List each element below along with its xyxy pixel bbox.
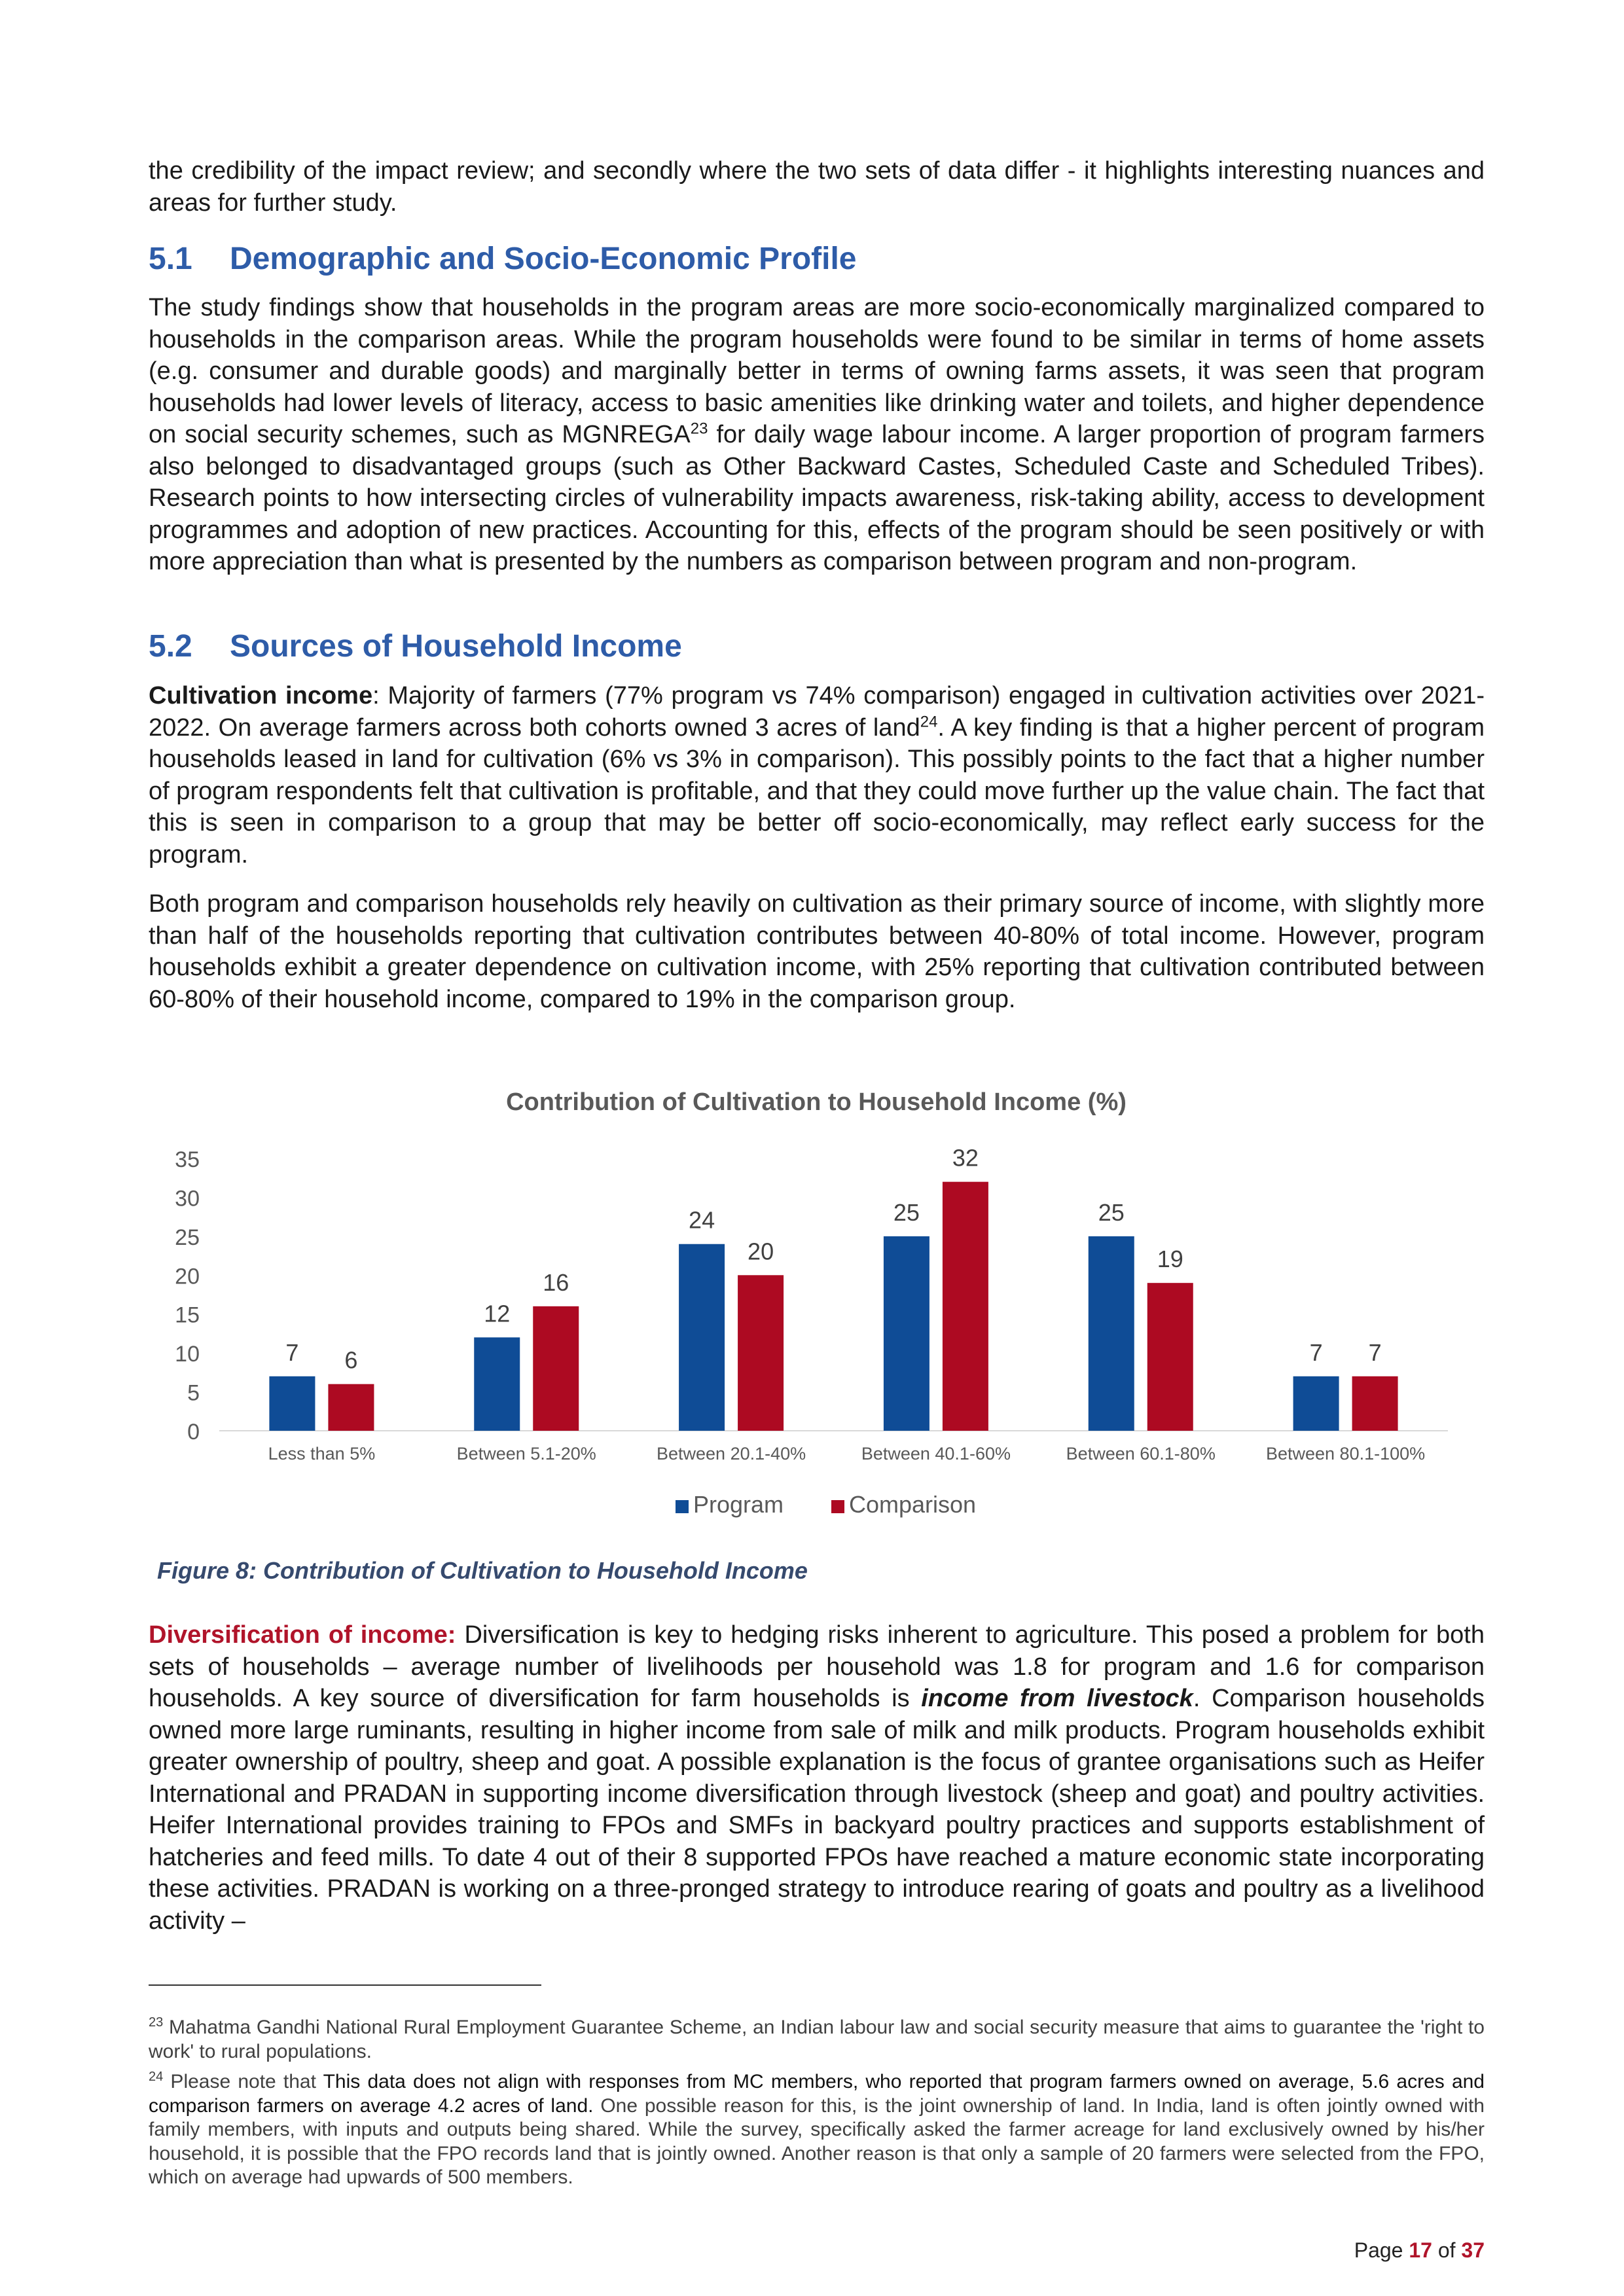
- data-label: 32: [952, 1144, 979, 1172]
- data-label: 25: [1098, 1198, 1125, 1226]
- data-label: 20: [748, 1238, 774, 1265]
- data-label: 7: [1309, 1338, 1323, 1366]
- emphasis-text: income from livestock: [921, 1685, 1193, 1712]
- footnote-text-emphasis: This data does not align with responses from MC members, who reported that program farmers owned on average, 5.6 acres and comparison farmers on average 4.2 acres of land.: [149, 2071, 1485, 2117]
- bar-program: [679, 1244, 725, 1431]
- chart-title: Contribution of Cultivation to Household Income (%): [506, 1088, 1127, 1116]
- data-label: 25: [893, 1198, 920, 1226]
- bar-comparison: [1352, 1376, 1398, 1431]
- section-title: Sources of Household Income: [230, 629, 682, 664]
- y-tick-label: 35: [175, 1147, 200, 1172]
- cultivation-income-chart: [149, 1073, 1485, 1525]
- footnote-23: [149, 2016, 1485, 2064]
- x-tick-label: Between 20.1-40%: [657, 1444, 806, 1463]
- footnote-ref-24[interactable]: 24: [920, 712, 938, 730]
- data-label: 7: [285, 1338, 299, 1366]
- footnote-separator: [149, 1984, 541, 1986]
- section-heading-5-2: [149, 627, 682, 666]
- bar-program: [884, 1236, 929, 1431]
- y-tick-label: 0: [187, 1420, 200, 1444]
- x-tick-label: Between 80.1-100%: [1265, 1444, 1426, 1463]
- income-dependence-paragraph: Both program and comparison households rely heavily on cultivation as their primary source of income, with slightly more than half of the households reporting that cultivation contributes between 40-80% of total income. However, program households exhibit a greater dependence on cultivation income, with 25% reporting that cultivation contributed between 60-80% of their household income, compared to 19% in the comparison group.: [149, 890, 1485, 1013]
- paragraph-text: The study findings show that households in the program areas are more socio-economically marginalized compared to households in the comparison areas. While the program households were found to be similar in terms of home assets (e.g. consumer and durable goods) and marginally better in terms of owning farms assets, it was seen that program households had lower levels of literacy, access to basic amenities like drinking water and toilets, and higher dependence on social security schemes, such as MGNREGA: [149, 294, 1485, 448]
- page-current: 17: [1409, 2238, 1432, 2262]
- y-axis: [175, 1147, 200, 1444]
- page-total: 37: [1461, 2238, 1485, 2262]
- section-number: 5.2: [149, 629, 192, 664]
- data-label: 16: [543, 1268, 569, 1296]
- page-of: of: [1432, 2238, 1462, 2262]
- data-label: 7: [1368, 1338, 1382, 1366]
- y-tick-label: 20: [175, 1264, 200, 1289]
- legend-swatch-comparison: [831, 1500, 844, 1513]
- chart-legend: [676, 1491, 976, 1518]
- x-tick-label: Between 40.1-60%: [861, 1444, 1011, 1463]
- y-tick-label: 25: [175, 1225, 200, 1250]
- bar-comparison: [943, 1182, 988, 1431]
- paragraph-lead: Cultivation income: [149, 682, 373, 709]
- demographic-paragraph: [149, 292, 1485, 578]
- paragraph-text: . Comparison households owned more large ruminants, resulting in higher income from sale of milk and milk products. Program households exhibit greater ownership of poultry, sheep and goat. A possible explanation is the focus of grantee organisations such as Heifer International and PRADAN in supporting income diversification through livestock (sheep and goat) and poultry activities. Heifer International provides training to FPOs and SMFs in backyard poultry practices and supports establishment of hatcheries and feed mills. To date 4 out of their 8 supported FPOs have reached a mature economic state incorporating these activities. PRADAN is working on a three-pronged strategy to introduce rearing of goats and poultry as a livelihood activity –: [149, 1685, 1485, 1935]
- page-label: Page: [1354, 2238, 1409, 2262]
- diversification-paragraph: [149, 1619, 1485, 1937]
- cultivation-income-paragraph: [149, 680, 1485, 870]
- legend-label-comparison: Comparison: [849, 1491, 977, 1518]
- footnote-number: 24: [149, 2070, 164, 2084]
- section-number: 5.1: [149, 242, 192, 276]
- y-tick-label: 30: [175, 1186, 200, 1211]
- figure-caption: Figure 8: Contribution of Cultivation to Household Income: [157, 1557, 808, 1584]
- paragraph-text: Diversification is key to hedging risks inherent to agriculture. This posed a problem for both sets of households – average number of livelihoods per household was 1.8 for program and 1.6 for comparison households. A key source of diversification for farm households is: [149, 1621, 1485, 1712]
- bar-comparison: [738, 1275, 784, 1431]
- data-label: 24: [689, 1206, 715, 1234]
- footnote-text: One possible reason for this, is the joint ownership of land. In India, land is often jointly owned with family members, with inputs and outputs being shared. While the survey, specifically asked the farmer acreage for land exclusively owned by his/her household, it is possible that the FPO records land that is jointly owned. Another reason is that only a sample of 20 farmers were selected from the FPO, which on average had upwards of 500 members.: [149, 2094, 1485, 2188]
- footnote-24: [149, 2070, 1485, 2190]
- bar-program: [474, 1337, 520, 1431]
- bar-comparison: [328, 1384, 374, 1431]
- footnote-number: 23: [149, 2015, 164, 2030]
- section-heading-5-1: [149, 240, 857, 279]
- legend-swatch-program: [676, 1500, 689, 1513]
- y-tick-label: 5: [187, 1380, 200, 1406]
- footnote-text: Mahatma Gandhi National Rural Employment Guarantee Scheme, an Indian labour law and social security measure that aims to guarantee the 'right to work' to rural populations.: [149, 2017, 1485, 2062]
- bars-group: [269, 1145, 1398, 1431]
- paragraph-text: . A key finding is that a higher percent of program households leased in land for cultivation (6% vs 3% in comparison). This possibly points to the fact that a higher number of program respondents felt that cultivation is profitable, and that they could move further up the value chain. The fact that this is seen in comparison to a group that may be better off socio-economically, may reflect early success for the program.: [149, 713, 1485, 869]
- data-label: 12: [484, 1300, 511, 1327]
- intro-paragraph: the credibility of the impact review; and secondly where the two sets of data differ - it highlights interesting nuances and areas for further study.: [149, 157, 1485, 217]
- data-label: 6: [344, 1346, 358, 1374]
- x-axis: [268, 1444, 1426, 1463]
- y-tick-label: 10: [175, 1342, 200, 1367]
- bar-program: [1293, 1376, 1339, 1431]
- y-tick-label: 15: [175, 1302, 200, 1328]
- footnote-ref-23[interactable]: 23: [690, 420, 708, 438]
- x-tick-label: Less than 5%: [268, 1444, 376, 1463]
- bar-comparison: [533, 1306, 579, 1431]
- x-tick-label: Between 60.1-80%: [1066, 1444, 1216, 1463]
- paragraph-text: for daily wage labour income. A larger proportion of program farmers also belonged to disadvantaged groups (such as Other Backward Castes, Scheduled Caste and Scheduled Tribes). Research points to how intersecting circles of vulnerability impacts awareness, risk-taking ability, access to development programmes and adoption of new practices. Accounting for this, effects of the program should be seen positively or with more appreciation than what is presented by the numbers as comparison between program and non-program.: [149, 421, 1485, 575]
- bar-comparison: [1147, 1283, 1193, 1431]
- paragraph-lead: Diversification of income:: [149, 1621, 456, 1649]
- footnote-text: Please note that: [163, 2071, 323, 2092]
- bar-program: [1089, 1236, 1134, 1431]
- data-label: 19: [1157, 1246, 1183, 1273]
- x-tick-label: Between 5.1-20%: [456, 1444, 596, 1463]
- legend-label-program: Program: [693, 1491, 784, 1518]
- paragraph-text: : Majority of farmers (77% program vs 74% comparison) engaged in cultivation activities over 2021-2022. On average farmers across both cohorts owned 3 acres of land: [149, 682, 1485, 742]
- page-number: [1354, 2238, 1485, 2263]
- bar-program: [269, 1376, 315, 1431]
- section-title: Demographic and Socio-Economic Profile: [230, 242, 857, 276]
